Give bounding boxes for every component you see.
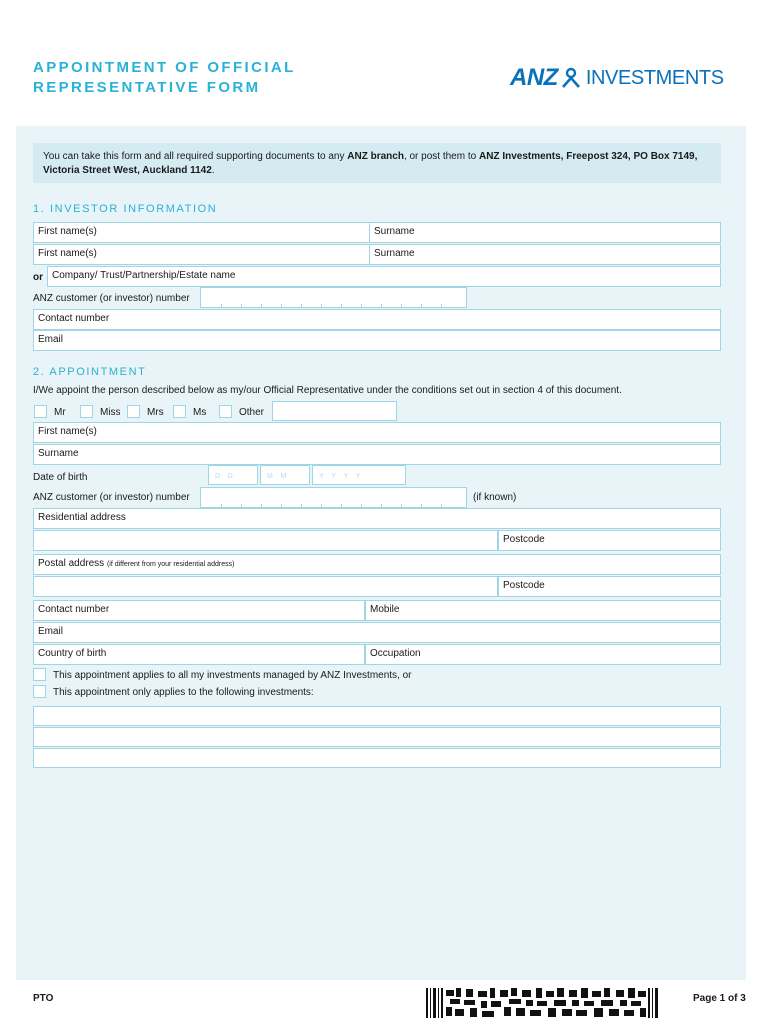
rep-customer-number-field[interactable] [200,487,467,508]
applies-all-checkbox[interactable] [33,668,46,681]
postal-address-note: (if different from your residential address) [106,561,235,568]
investor-contact-number-field[interactable] [33,309,721,330]
investment-line-field[interactable] [33,706,721,726]
title-miss-label: Miss [100,407,121,418]
page-number: Page 1 of 3 [693,993,746,1004]
section-1-heading: 1. INVESTOR INFORMATION [33,203,218,215]
title-mr-label: Mr [54,407,66,418]
dob-year-placeholder: Y [331,473,338,480]
field-label: Company/ Trust/Partnership/Estate name [52,270,236,281]
digit-divider [381,304,382,308]
postal-address-line2-field[interactable] [33,576,498,597]
notice-address: ANZ Investments, Freepost 324, PO Box 7149, Victoria Street West, Auckland 1142 [43,151,698,176]
title-mrs-checkbox[interactable] [127,405,140,418]
title-other-checkbox[interactable] [219,405,232,418]
dob-month-placeholder: M [267,473,275,480]
rep-email-field[interactable] [33,622,721,643]
dob-month-placeholder: M [280,473,289,480]
country-of-birth-field[interactable] [33,644,365,665]
rep-mobile-field[interactable] [365,600,721,621]
notice-text: You can take this form and all required supporting documents to any [43,151,348,162]
rep-first-name-field[interactable] [33,422,721,443]
digit-divider [301,304,302,308]
field-label: First name(s) [38,248,97,259]
field-label: Surname [38,448,79,459]
notice-branch: ANZ branch [347,151,404,162]
investor1-surname-field[interactable] [369,222,721,243]
field-label: Contact number [38,313,110,324]
field-label: Contact number [38,604,110,615]
title-miss-checkbox[interactable] [80,405,93,418]
postal-postcode-field[interactable] [498,576,721,597]
dob-day-field[interactable] [208,465,258,485]
investor1-first-name-field[interactable] [33,222,370,243]
rep-customer-number-label: ANZ customer (or investor) number [33,492,190,503]
investor-customer-number-field[interactable] [200,287,467,308]
dob-year-placeholder: Y [319,473,326,480]
form-title [33,58,296,98]
title-other-label: Other [239,407,265,418]
title-mr-checkbox[interactable] [34,405,47,418]
field-label: Residential address [38,512,126,523]
investment-line-field[interactable] [33,727,721,747]
logo-anz-text: ANZ [510,64,558,91]
field-label: Mobile [370,604,400,615]
field-label: Country of birth [38,648,107,659]
digit-divider [361,304,362,308]
notice-text: . [211,165,215,176]
applies-following-checkbox[interactable] [33,685,46,698]
or-label: or [33,272,43,283]
residential-address-line2-field[interactable] [33,530,498,551]
digit-divider [261,304,262,308]
field-label: Email [38,334,64,345]
rep-contact-number-field[interactable] [33,600,365,621]
dob-year-field[interactable] [312,465,406,485]
title-other-field[interactable] [272,401,397,421]
appointment-intro: I/We appoint the person described below as my/our Official Representative under the conditions set out in section 4 of this document. [33,385,622,396]
residential-address-field[interactable] [33,508,721,529]
title-mrs-label: Mrs [147,407,164,418]
investor2-surname-field[interactable] [369,244,721,265]
applies-following-label: This appointment only applies to the following investments: [53,687,314,698]
dob-year-placeholder: Y [343,473,351,480]
dob-day-placeholder: D [215,473,223,480]
digit-divider [241,304,242,308]
if-known-label: (if known) [473,492,517,503]
dob-label: Date of birth [33,472,88,483]
field-label: First name(s) [38,426,97,437]
field-label: First name(s) [38,226,97,237]
submission-notice [33,143,721,183]
barcode-image [426,988,658,1018]
field-label: Surname [374,248,415,259]
field-label: Occupation [370,648,421,659]
occupation-field[interactable] [365,644,721,665]
dob-year-placeholder: Y [355,473,363,480]
section-2-heading: 2. APPOINTMENT [33,366,147,378]
digit-divider [401,304,402,308]
digit-divider [321,304,322,308]
title-ms-label: Ms [193,407,207,418]
investor-email-field[interactable] [33,330,721,351]
field-label: Postal address [38,558,105,569]
digit-divider [341,304,342,308]
digit-divider [441,304,442,308]
digit-divider [221,304,222,308]
form-title-line1: APPOINTMENT OF OFFICIAL [33,59,296,76]
postal-address-field[interactable] [33,554,721,575]
rep-surname-field[interactable] [33,444,721,465]
anz-investments-logo [510,64,724,92]
investment-line-field[interactable] [33,748,721,768]
title-ms-checkbox[interactable] [173,405,186,418]
field-label: Postcode [503,580,545,591]
field-label: Email [38,626,64,637]
anz-people-icon [560,67,582,89]
residential-postcode-field[interactable] [498,530,721,551]
logo-investments-text: INVESTMENTS [585,66,724,89]
notice-text: , or post them to [403,151,479,162]
dob-day-placeholder: D [227,473,235,480]
dob-month-field[interactable] [260,465,310,485]
customer-number-label: ANZ customer (or investor) number [33,293,190,304]
investor2-first-name-field[interactable] [33,244,370,265]
digit-divider [421,304,422,308]
field-label: Postcode [503,534,545,545]
form-title-line2: REPRESENTATIVE FORM [33,79,261,96]
pto-label: PTO [33,993,54,1004]
digit-divider [281,304,282,308]
field-label: Surname [374,226,415,237]
company-name-field[interactable] [47,266,721,287]
applies-all-label: This appointment applies to all my investments managed by ANZ Investments, or [53,670,412,681]
